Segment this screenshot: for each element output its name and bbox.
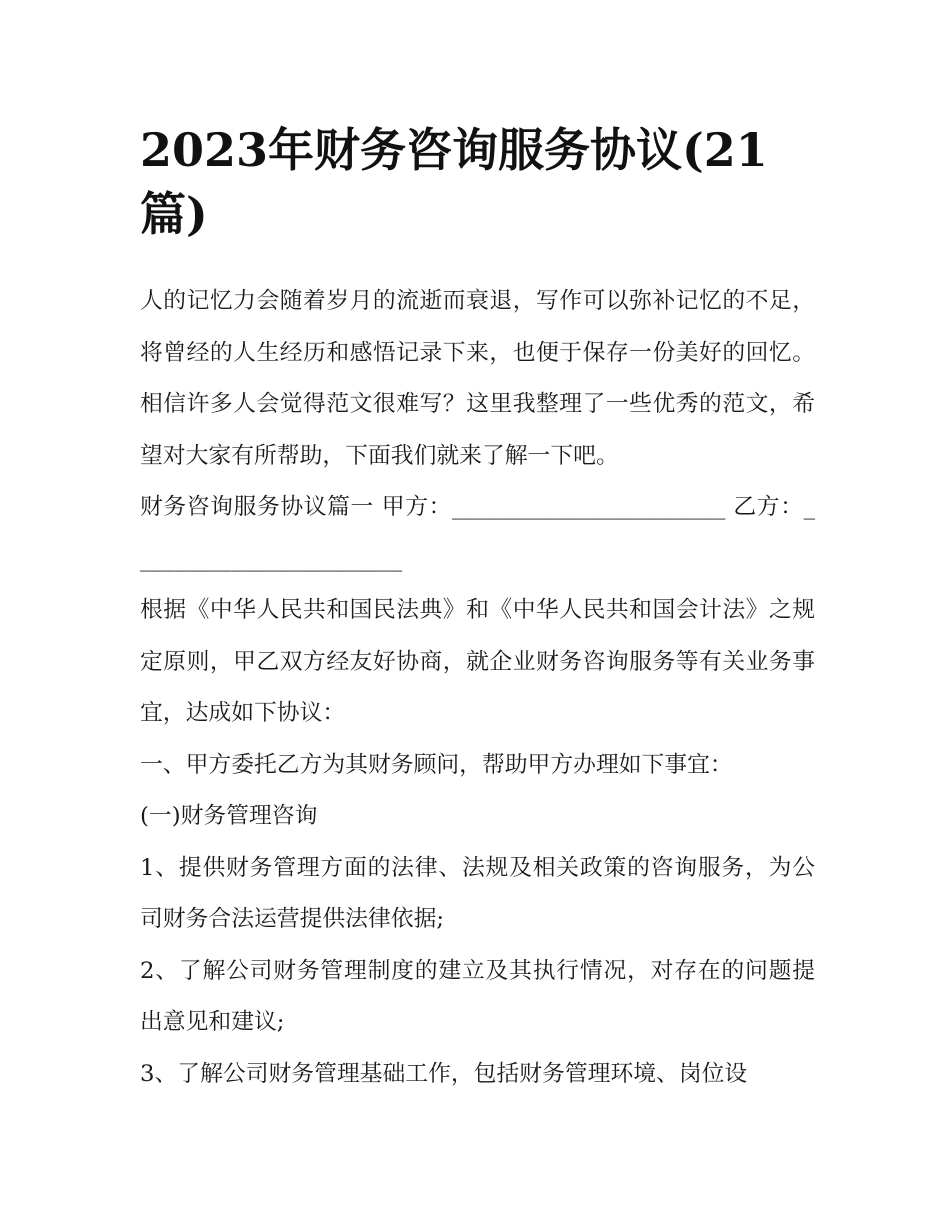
list-item: 2、了解公司财务管理制度的建立及其执行情况，对存在的问题提出意见和建议; <box>140 957 815 1035</box>
subsection-heading: (一)财务管理咨询 <box>140 803 318 829</box>
parties-paragraph: 财务咨询服务协议篇一 甲方：________________________ 乙方：________________________ <box>140 494 815 572</box>
clause-heading: 一、甲方委托乙方为其财务顾问，帮助甲方办理如下事宜： <box>140 751 733 778</box>
list-item: 1、提供财务管理方面的法律、法规及相关政策的咨询服务，为公司财务合法运营提供法律依据; <box>140 854 815 932</box>
document-title: 2023年财务咨询服务协议(21篇) <box>140 123 768 241</box>
list-item: 3、了解公司财务管理基础工作，包括财务管理环境、岗位设 <box>140 1060 748 1087</box>
document-page <box>140 118 815 1100</box>
intro-paragraph: 人的记忆力会随着岁月的流逝而衰退，写作可以弥补记忆的不足，将曾经的人生经历和感悟记录下来，也便于保存一份美好的回忆。相信许多人会觉得范文很难写？这里我整理了一些优秀的范文，希望对大家有所帮助，下面我们就来了解一下吧。 <box>140 288 815 469</box>
preamble-paragraph: 根据《中华人民共和国民法典》和《中华人民共和国会计法》之规定原则，甲乙双方经友好协商，就企业财务咨询服务等有关业务事宜，达成如下协议： <box>140 597 815 726</box>
document-body <box>140 276 815 1100</box>
